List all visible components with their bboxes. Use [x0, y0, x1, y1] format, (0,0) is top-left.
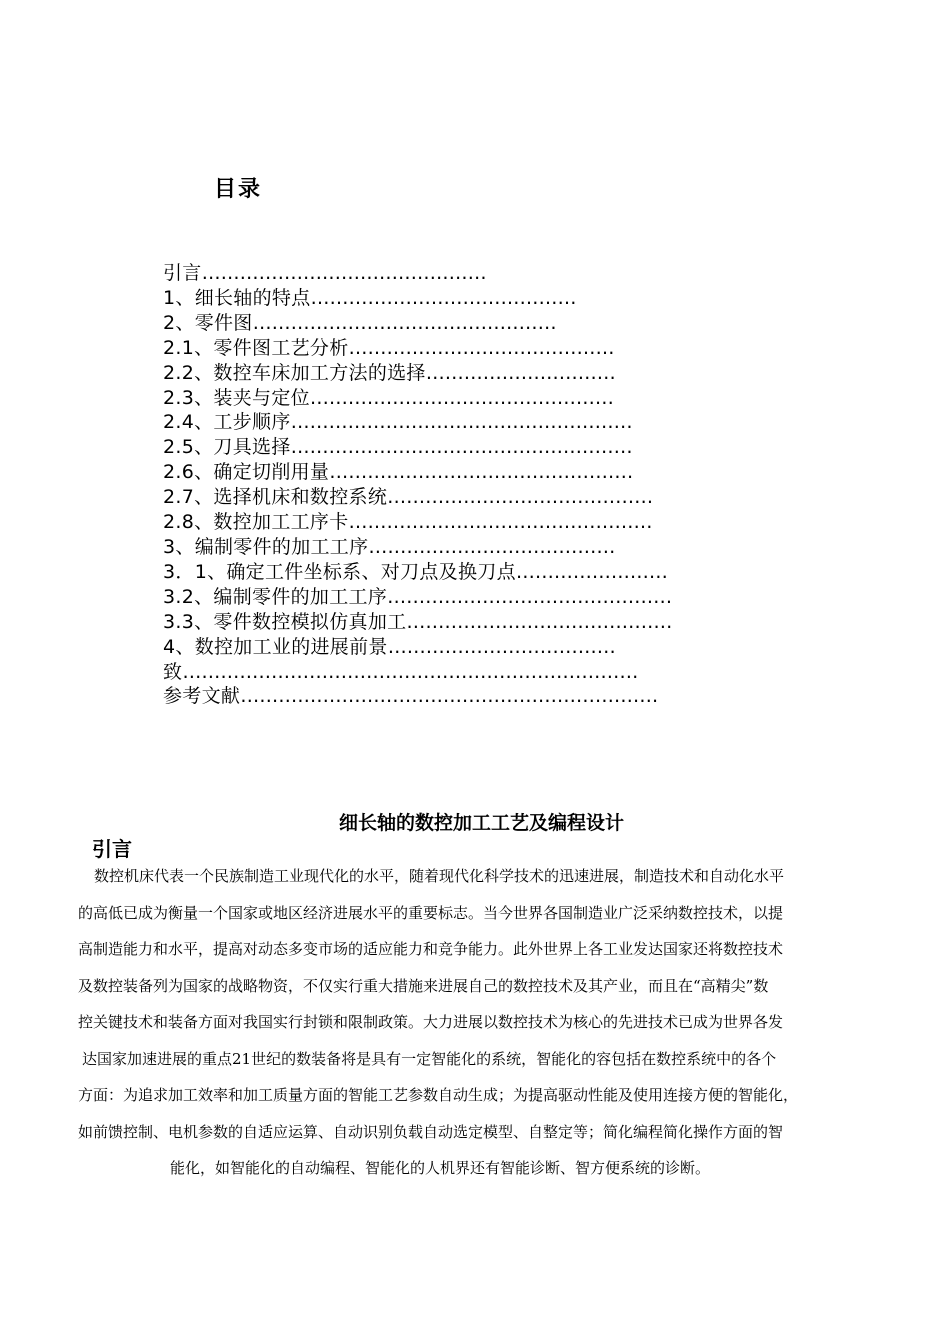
toc-entry-references[interactable] [163, 684, 672, 709]
intro-line: 控关键技术和装备方面对我国实行封锁和限制政策。大力进展以数控技术为核心的先进技术已成为世界各发 [78, 1013, 784, 1031]
toc-leader-dots: …………………………………… [387, 486, 654, 509]
toc-leader-dots: ……………………………………………… [290, 436, 633, 459]
toc-entry-3-2[interactable] [163, 585, 672, 610]
toc-leader-dots: …………………………………… [348, 336, 615, 359]
toc-leader-dots: ………………………………………… [348, 511, 653, 534]
intro-line: 能化，如智能化的自动编程、智能化的人机界还有智能诊断、智方便系统的诊断。 [170, 1159, 711, 1177]
intro-line: 的高低已成为衡量一个国家或地区经济进展水平的重要标志。当今世界各国制造业广泛采纳数控技术，以提 [78, 903, 784, 922]
document-title: 细长轴的数控加工工艺及编程设计 [339, 812, 625, 834]
toc-leader-dots: ……………………………………… [387, 585, 673, 608]
toc-entry-label: 引言 [163, 262, 202, 284]
toc-leader-dots: ……………………………… [387, 635, 616, 658]
toc-entry-label: 2.5、刀具选择 [163, 436, 291, 459]
toc-entry-2-6[interactable] [163, 460, 672, 485]
toc-leader-dots: …………………………………… [406, 610, 673, 633]
toc-entry-2-3[interactable] [163, 386, 672, 411]
toc-entry-label: 2.2、数控车床加工方法的选择 [163, 361, 426, 384]
toc-entry-label: 2.7、选择机床和数控系统 [163, 486, 388, 509]
toc-entry-intro[interactable] [163, 261, 672, 286]
toc-leader-dots: …………………… [515, 560, 668, 583]
toc-entry-1[interactable] [163, 286, 672, 311]
toc-entry-label: 2.4、工步顺序 [163, 411, 291, 434]
toc-entry-label: 2、零件图 [163, 311, 253, 334]
toc-entry-3-3[interactable] [163, 610, 672, 635]
intro-line: 数控机床代表一个民族制造工业现代化的水平，随着现代化科学技术的迅速进展，制造技术和自动化水平 [94, 867, 785, 885]
toc-entry-3-1[interactable] [163, 560, 672, 585]
toc-leader-dots: ………………………… [425, 361, 616, 384]
toc-entry-2[interactable] [163, 311, 672, 336]
toc-entry-label: 1、细长轴的特点 [163, 286, 311, 309]
toc-title: 目录 [214, 177, 263, 202]
toc-entry-label: 参考文献 [163, 685, 241, 708]
intro-line: 高制造能力和水平，提高对动态多变市场的适应能力和竞争能力。此外世界上各工业发达国家还将数控技术 [78, 940, 784, 958]
intro-line: 方面：为追求加工效率和加工质量方面的智能工艺参数自动生成；为提高驱动性能及使用连接方便的智能化， [78, 1086, 799, 1104]
toc-entry-acknowledgement[interactable] [163, 660, 672, 685]
toc-entry-label: 3、编制零件的加工工序 [163, 535, 369, 558]
toc-entry-2-4[interactable] [163, 410, 672, 435]
toc-entry-label: 3.3、零件数控模拟仿真加工 [163, 610, 407, 633]
toc-leader-dots: ………………………………………… [329, 461, 634, 484]
toc-entry-label: 2.1、零件图工艺分析 [163, 336, 349, 359]
intro-line: 及数控装备列为国家的战略物资，不仅实行重大措施来进展自己的数控技术及其产业，而且在“高精尖”数 [78, 976, 769, 995]
toc-leader-dots: ………………………………………………………… [240, 685, 659, 708]
toc-entry-2-2[interactable] [163, 361, 672, 386]
toc-entry-3[interactable] [163, 535, 672, 560]
intro-paragraph [78, 858, 878, 1187]
toc-leader-dots: ……………………………………………… [290, 411, 633, 434]
toc-entry-label: 3．1、确定工件坐标系、对刀点及换刀点 [163, 560, 516, 583]
intro-line: 如前馈控制、电机参数的自适应运算、自动识别负载自动选定模型、自整定等；简化编程简化操作方面的智 [78, 1122, 784, 1141]
toc-leader-dots: …………………………………… [310, 286, 577, 309]
toc-entry-2-7[interactable] [163, 485, 672, 510]
toc-entry-label: 致 [163, 660, 183, 683]
toc-entry-label: 2.3、装夹与定位 [163, 386, 310, 409]
toc-leader-dots: ……………………………………………………………… [182, 660, 639, 683]
toc-entry-label: 2.6、确定切削用量 [163, 461, 330, 484]
toc-leader-dots: ………………………………… [368, 535, 616, 558]
toc-entry-2-8[interactable] [163, 510, 672, 535]
toc-entry-label: 2.8、数控加工工序卡 [163, 511, 349, 534]
toc-entry-4[interactable] [163, 635, 672, 660]
toc-entry-label: 4、数控加工业的进展前景 [163, 635, 388, 658]
toc-entry-2-1[interactable] [163, 336, 672, 361]
toc-leader-dots: ………………………………………… [309, 386, 614, 409]
toc-leader-dots: ………………………………………… [252, 311, 557, 334]
toc-entry-label: 3.2、编制零件的加工工序 [163, 585, 388, 608]
toc-leader-dots: ……………………………………… [201, 262, 487, 284]
table-of-contents [163, 261, 672, 709]
intro-line: 达国家加速进展的重点21世纪的数装备将是具有一定智能化的系统，智能化的容包括在数控系统中的各个 [82, 1049, 777, 1068]
intro-heading: 引言 [92, 837, 132, 861]
toc-entry-2-5[interactable] [163, 435, 672, 460]
